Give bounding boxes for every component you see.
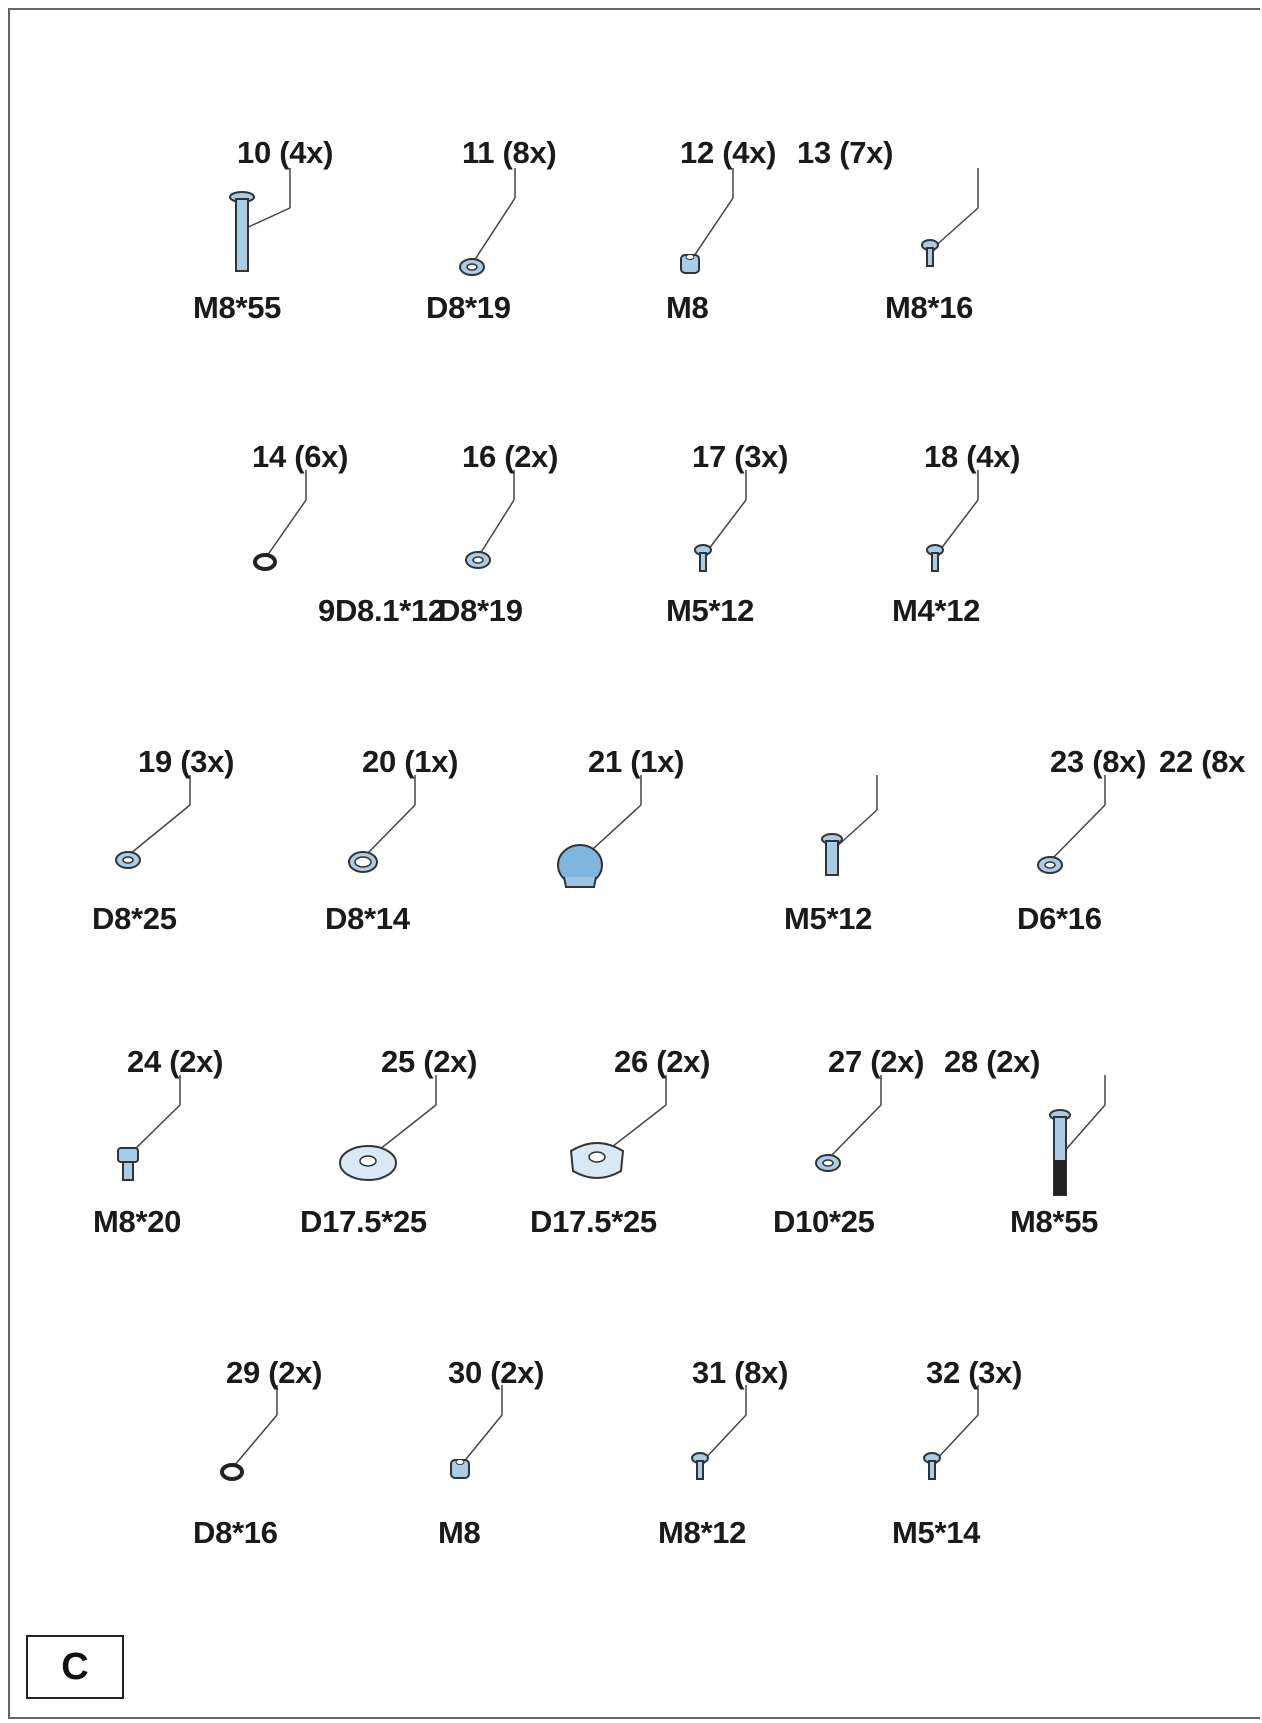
size-label-31: M8*12 <box>658 1515 747 1550</box>
part-number-21: 21 (1x) <box>588 744 685 779</box>
part-number-11: 11 (8x) <box>462 135 557 170</box>
part-number-29: 29 (2x) <box>226 1355 323 1390</box>
leader-line <box>231 1385 277 1469</box>
part-number-22: 22 (8x <box>1159 744 1246 779</box>
part-2 <box>681 168 733 273</box>
part-number-24: 24 (2x) <box>127 1044 224 1079</box>
curved-washer-icon <box>571 1143 623 1178</box>
flat-washer-icon <box>116 852 140 868</box>
long-bolt-icon <box>230 192 254 271</box>
part-4 <box>255 470 306 569</box>
leader-line <box>459 1385 502 1467</box>
size-label-27: D10*25 <box>773 1204 875 1239</box>
part-6 <box>695 470 746 571</box>
screw-icon <box>692 1453 708 1479</box>
part-number-18: 18 (4x) <box>924 439 1021 474</box>
small-screw-icon <box>927 545 943 571</box>
part-9 <box>349 775 415 872</box>
size-label-13: M8*16 <box>885 290 974 325</box>
size-label-29: D8*16 <box>193 1515 278 1550</box>
size-label-10: M8*55 <box>193 290 282 325</box>
part-number-12: 12 (4x) <box>680 135 777 170</box>
part-number-31: 31 (8x) <box>692 1355 789 1390</box>
leader-line <box>471 168 515 264</box>
size-label-16: D8*19 <box>438 593 523 628</box>
size-label-22: M5*12 <box>784 901 873 936</box>
part-7 <box>927 470 978 571</box>
part-number-32: 32 (3x) <box>926 1355 1023 1390</box>
leader-line <box>689 168 733 262</box>
part-11 <box>822 775 877 875</box>
part-number-10: 10 (4x) <box>237 135 334 170</box>
small-washer-icon <box>466 552 490 568</box>
flat-washer-icon <box>460 259 484 275</box>
part-10 <box>558 775 641 887</box>
part-5 <box>466 470 514 568</box>
leader-line <box>1049 775 1105 862</box>
part-number-19: 19 (3x) <box>138 744 235 779</box>
part-17 <box>816 1075 881 1171</box>
part-22 <box>924 1385 978 1479</box>
size-label-23: D6*16 <box>1017 901 1102 936</box>
threaded-bolt-icon <box>1050 1110 1070 1195</box>
size-label-14: 9D8.1*12 <box>318 593 445 628</box>
part-number-17: 17 (3x) <box>692 439 789 474</box>
size-label-25: D17.5*25 <box>300 1204 427 1239</box>
flat-washer-icon <box>1038 857 1062 873</box>
size-label-12: M8 <box>666 290 709 325</box>
part-number-23: 23 (8x) <box>1050 744 1147 779</box>
part-number-25: 25 (2x) <box>381 1044 478 1079</box>
part-number-28: 28 (2x) <box>944 1044 1041 1079</box>
leader-line <box>827 1075 881 1160</box>
size-label-17: M5*12 <box>666 593 755 628</box>
part-number-27: 27 (2x) <box>828 1044 925 1079</box>
screw-icon <box>924 1453 940 1479</box>
part-number-14: 14 (6x) <box>252 439 349 474</box>
part-14 <box>118 1075 180 1180</box>
leader-line <box>362 775 415 859</box>
small-screw-icon <box>695 545 711 571</box>
size-label-26: D17.5*25 <box>530 1204 657 1239</box>
size-label-32: M5*14 <box>892 1515 981 1550</box>
section-label: C <box>61 1645 89 1688</box>
size-label-30: M8 <box>438 1515 481 1550</box>
spring-washer-icon <box>222 1465 242 1479</box>
leader-line <box>477 470 514 557</box>
part-number-26: 26 (2x) <box>614 1044 711 1079</box>
leader-line <box>931 1385 978 1465</box>
part-20 <box>451 1385 502 1478</box>
part-16 <box>571 1075 666 1178</box>
part-18 <box>1050 1075 1105 1195</box>
nut-icon <box>451 1460 469 1479</box>
size-label-20: D8*14 <box>325 901 410 936</box>
size-label-28: M8*55 <box>1010 1204 1099 1239</box>
spring-washer-icon <box>255 555 275 569</box>
section-label-box <box>26 1635 124 1699</box>
leader-line <box>699 1385 746 1465</box>
part-1 <box>460 168 515 275</box>
flat-washer-icon <box>816 1155 840 1171</box>
leader-line <box>127 1075 180 1157</box>
part-21 <box>692 1385 746 1479</box>
leader-line <box>264 470 306 559</box>
part-number-20: 20 (1x) <box>362 744 459 779</box>
end-cap-icon <box>558 845 602 887</box>
part-0 <box>230 168 290 271</box>
part-number-16: 16 (2x) <box>462 439 559 474</box>
nut-icon <box>681 255 699 274</box>
ring-washer-icon <box>349 852 377 872</box>
bolt-icon <box>822 834 842 875</box>
part-8 <box>116 775 190 868</box>
part-15 <box>340 1075 436 1180</box>
leader-line <box>702 470 746 557</box>
leader-line <box>929 168 978 252</box>
screw-icon <box>922 240 938 266</box>
part-3 <box>922 168 978 266</box>
large-washer-icon <box>340 1146 396 1180</box>
leader-line <box>934 470 978 557</box>
size-label-11: D8*19 <box>426 290 511 325</box>
size-label-18: M4*12 <box>892 593 981 628</box>
part-12 <box>1038 775 1105 873</box>
part-number-13: 13 (7x) <box>797 135 894 170</box>
part-19 <box>222 1385 277 1479</box>
part-number-30: 30 (2x) <box>448 1355 545 1390</box>
size-label-19: D8*25 <box>92 901 177 936</box>
leader-line <box>127 775 190 857</box>
hex-bolt-icon <box>118 1148 138 1180</box>
size-label-24: M8*20 <box>93 1204 182 1239</box>
